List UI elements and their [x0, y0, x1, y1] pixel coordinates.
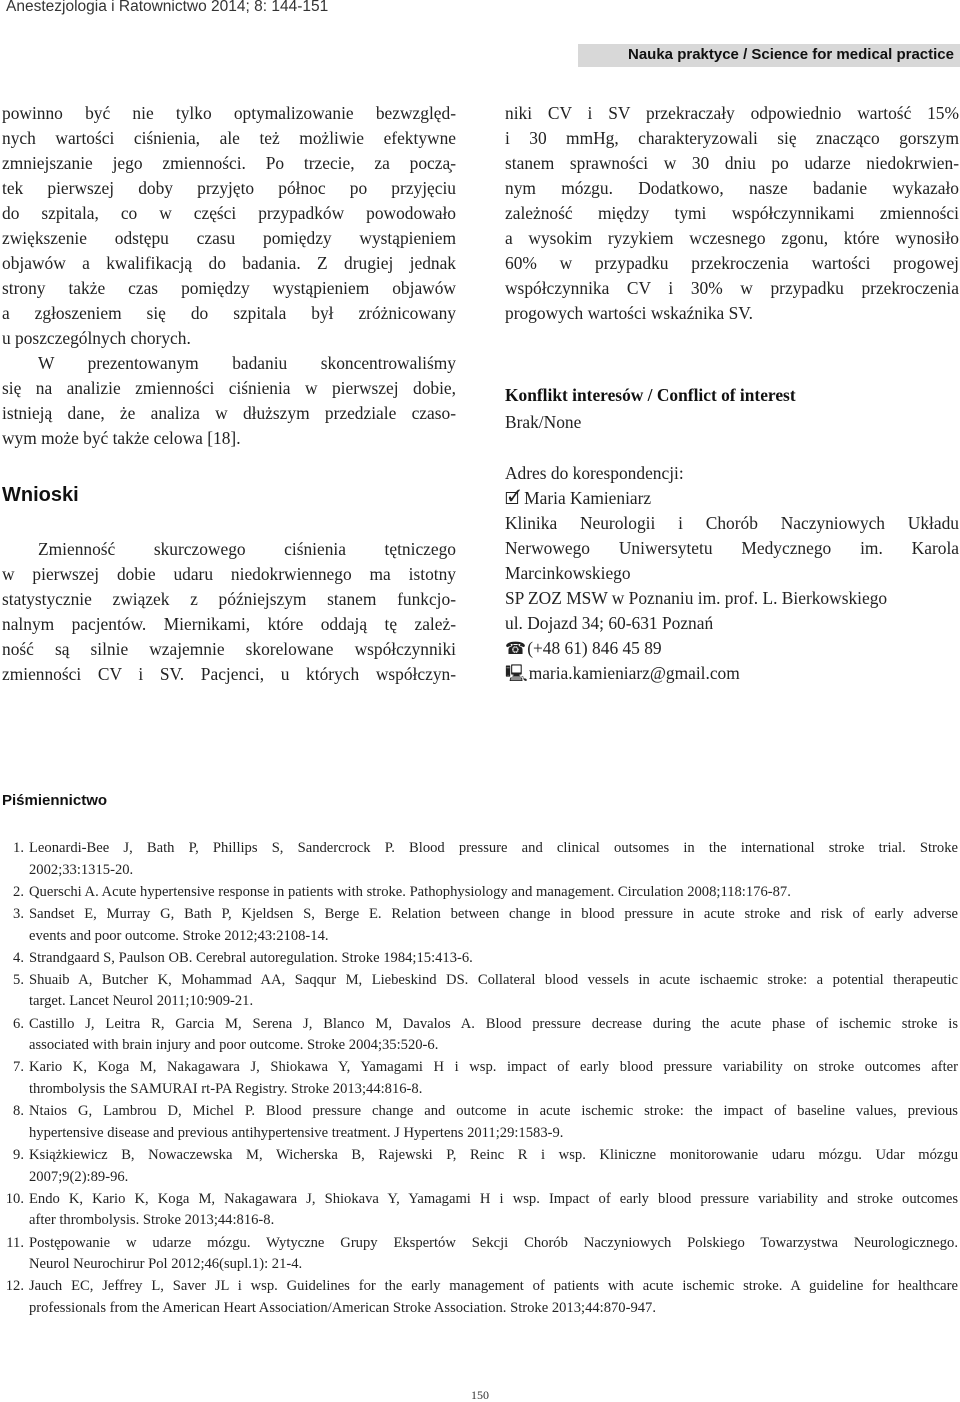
reference-number: 12. [5, 1278, 24, 1295]
body-line: się na analizie zmienności ciśnienia w pierwszej dobie, [2, 378, 456, 398]
conclusion-line: zmienności CV i SV. Pacjenci, u których współczyn- [2, 664, 456, 684]
body-line: i 30 mmHg, charakteryzowali się znacząco gorszym [505, 128, 959, 148]
affiliation-line: Nerwowego Uniwersytetu Medycznego im. Karola [505, 538, 959, 558]
reference-item [0, 1057, 960, 1100]
conflict-text: Brak/None [505, 412, 582, 432]
phone-row [505, 636, 662, 662]
body-line: a wysokim ryzykiem wczesnego zgonu, które wynosiło [505, 228, 959, 248]
affiliation-line: Marcinkowskiego [505, 563, 631, 583]
body-line: 60% w przypadku przekroczenia wartości progowej [505, 253, 959, 273]
envelope-icon: 🗹 [505, 489, 521, 509]
reference-item [0, 1014, 960, 1057]
references-heading: Piśmiennictwo [2, 792, 108, 809]
conclusions-heading: Wnioski [2, 484, 79, 506]
body-line: progowych wartości wskaźnika SV. [505, 303, 753, 323]
reference-item [0, 1101, 960, 1144]
body-line: zależność między tymi współczynnikami zmienności [505, 203, 959, 223]
body-line: nych wartości ciśnienia, ale też możliwie efektywne [2, 128, 456, 148]
correspondence-name: Maria Kamieniarz [524, 488, 652, 508]
section-banner [578, 44, 960, 67]
reference-text-line: thrombolysis the SAMURAI rt-PA Registry. Stroke 2013;44:816-8. [29, 1081, 423, 1098]
reference-text-line: associated with brain injury and poor outcome. Stroke 2004;35:520-6. [29, 1037, 439, 1054]
reference-number: 4. [13, 949, 24, 966]
reference-text-line: Jauch EC, Jeffrey L, Saver JL i wsp. Guidelines for the early management of patients with acute ischemic stroke. A guideline for healthcare [29, 1278, 958, 1295]
journal-citation: Anestezjologia i Ratownictwo 2014; 8: 144-151 [6, 0, 329, 15]
body-line: powinno być nie tylko optymalizowanie bezwzględ- [2, 103, 456, 123]
correspondence-label: Adres do korespondencji: [505, 463, 684, 483]
body-line: współczynnika CV i 30% w przypadku przekroczenia [505, 278, 959, 298]
phone-number: (+48 61) 846 45 89 [527, 638, 662, 658]
reference-number: 6. [13, 1015, 24, 1032]
body-line: W prezentowanym badaniu skoncentrowaliśmy [38, 353, 456, 373]
affiliation-line: ul. Dojazd 34; 60-631 Poznań [505, 613, 714, 633]
section-title: Nauka praktyce / Science for medical practice [628, 46, 954, 63]
reference-text-line: Sandset E, Murray G, Bath P, Kjeldsen S, Berge E. Relation between change in blood pressure in acute stroke and risk of early adverse [29, 905, 958, 922]
correspondence-name-row [505, 486, 651, 512]
body-line: u poszczególnych chorych. [2, 328, 191, 348]
reference-item [0, 838, 960, 881]
email-address[interactable]: maria.kamieniarz@gmail.com [528, 663, 740, 683]
reference-item [0, 1276, 960, 1319]
reference-text-line: Leonardi-Bee J, Bath P, Phillips S, Sandercrock P. Blood pressure and clinical outsomes in the international stroke trial. Stroke [29, 840, 958, 856]
reference-item [0, 970, 960, 1013]
conclusion-line: nalnym pacjentów. Miernikami, które oddają tę zależ- [2, 614, 456, 634]
reference-number: 8. [13, 1103, 24, 1120]
phone-icon: ☎ [505, 639, 527, 659]
reference-text-line: professionals from the American Heart Association/American Stroke Association. Stroke 2013;44:870-947. [29, 1300, 657, 1317]
body-line: a zgłoszeniem się do szpitala był zróżnicowany [2, 303, 456, 323]
conclusion-line: statystycznie związek z późniejszym stanem funkcjo- [2, 589, 456, 609]
reference-text-line: Castillo J, Leitra R, Garcia M, Serena J, Blanco M, Davalos A. Blood pressure decrease during the acute phase of ischemic stroke is [29, 1015, 958, 1032]
reference-number: 10. [5, 1190, 24, 1207]
reference-text-line: Querschi A. Acute hypertensive response in patients with stroke. Pathophysiology and management. Circulation 2008;118:176-87. [29, 883, 791, 900]
conclusion-line: w pierwszej dobie udaru niedokrwiennego ma istotny [2, 564, 456, 584]
reference-text-line: target. Lancet Neurol 2011;10:909-21. [29, 993, 254, 1010]
reference-item [0, 948, 960, 970]
body-line: zwiększenie odstępu czasu pomiędzy wystąpieniem [2, 228, 456, 248]
reference-text-line: Książkiewicz B, Nowaczewska M, Wicherska B, Rajewski P, Reinc R i wsp. Kliniczne monitorowanie udaru mózgu. Udar mózgu [29, 1147, 958, 1163]
body-line: objawów a kwalifikacją do badania. Z drugiej jednak [2, 253, 456, 273]
body-line: strony także czas pomiędzy wystąpieniem objawów [2, 278, 456, 298]
computer-icon: 🖳 [505, 664, 528, 684]
reference-text-line: 2002;33:1315-20. [29, 861, 134, 878]
body-line: stanem sprawności w 30 dniu po udarze niedokrwien- [505, 153, 959, 173]
reference-number: 7. [13, 1059, 24, 1076]
reference-number: 1. [13, 840, 24, 856]
reference-text-line: Ntaios G, Lambrou D, Michel P. Blood pressure change and outcome in acute ischemic stroke: the impact of baseline values, previous [29, 1103, 958, 1120]
reference-item [0, 882, 960, 904]
reference-text-line: hypertensive disease and previous antihypertensive treatment. J Hypertens 2011;29:1583-9. [29, 1124, 564, 1141]
reference-text-line: Strandgaard S, Paulson OB. Cerebral autoregulation. Stroke 1984;15:413-6. [29, 949, 473, 966]
reference-text-line: Neurol Neurochirur Pol 2012;46(supl.1): 21-4. [29, 1256, 303, 1273]
reference-number: 9. [13, 1147, 24, 1163]
body-line: zmniejszanie jego zmienności. Po trzecie, za pocza̧- [2, 153, 456, 173]
page-number: 150 [471, 1388, 489, 1402]
reference-text-line: Endo K, Kario K, Koga M, Nakagawara J, Shiokava Y, Yamagami H i wsp. Impact of early blood pressure variability and stroke outcomes [29, 1190, 958, 1207]
reference-number: 2. [13, 883, 24, 900]
affiliation-line: SP ZOZ MSW w Poznaniu im. prof. L. Bierkowskiego [505, 588, 888, 608]
body-line: niki CV i SV przekraczały odpowiednio wartość 15% [505, 103, 959, 123]
body-line: tek pierwszej doby przyjęto północ po przyjęciu [2, 178, 456, 198]
reference-text-line: Shuaib A, Butcher K, Mohammad AA, Saqqur M, Liebeskind DS. Collateral blood vessels in acute ischaemic stroke: a potential therapeutic [29, 971, 958, 988]
body-line: nym mózgu. Dodatkowo, nasze badanie wykazało [505, 178, 959, 198]
reference-text-line: Postępowanie w udarze mózgu. Wytyczne Grupy Ekspertów Sekcji Chorób Naczyniowych Polskiego Towarzystwa Neurologicznego. [29, 1234, 958, 1251]
email-row [505, 661, 740, 687]
body-line: do szpitala, co w części przypadków powodowało [2, 203, 456, 223]
body-line: wym może być także celowa [18]. [2, 428, 241, 448]
body-line: istnieją dane, że analiza w dłuższym przedziale czaso- [2, 403, 456, 423]
conclusion-line: ność są silnie wzajemnie skorelowane współczynniki [2, 639, 456, 659]
reference-item [0, 1145, 960, 1188]
reference-number: 3. [13, 905, 24, 922]
reference-item [0, 1189, 960, 1232]
reference-item [0, 1233, 960, 1276]
affiliation-line: Klinika Neurologii i Chorób Naczyniowych Układu [505, 513, 959, 533]
conflict-heading: Konflikt interesów / Conflict of interest [505, 385, 796, 405]
reference-text-line: after thrombolysis. Stroke 2013;44:816-8. [29, 1212, 275, 1229]
reference-text-line: events and poor outcome. Stroke 2012;43:2108-14. [29, 927, 329, 944]
conclusion-line: Zmienność skurczowego ciśnienia tętniczego [38, 539, 456, 559]
reference-number: 5. [13, 971, 24, 988]
reference-text-line: Kario K, Koga M, Nakagawara J, Shiokawa Y, Yamagami H i wsp. impact of early blood pressure variability on stroke outcomes after [29, 1059, 958, 1076]
reference-item [0, 904, 960, 947]
reference-text-line: 2007;9(2):89-96. [29, 1168, 129, 1185]
reference-number: 11. [6, 1234, 24, 1251]
